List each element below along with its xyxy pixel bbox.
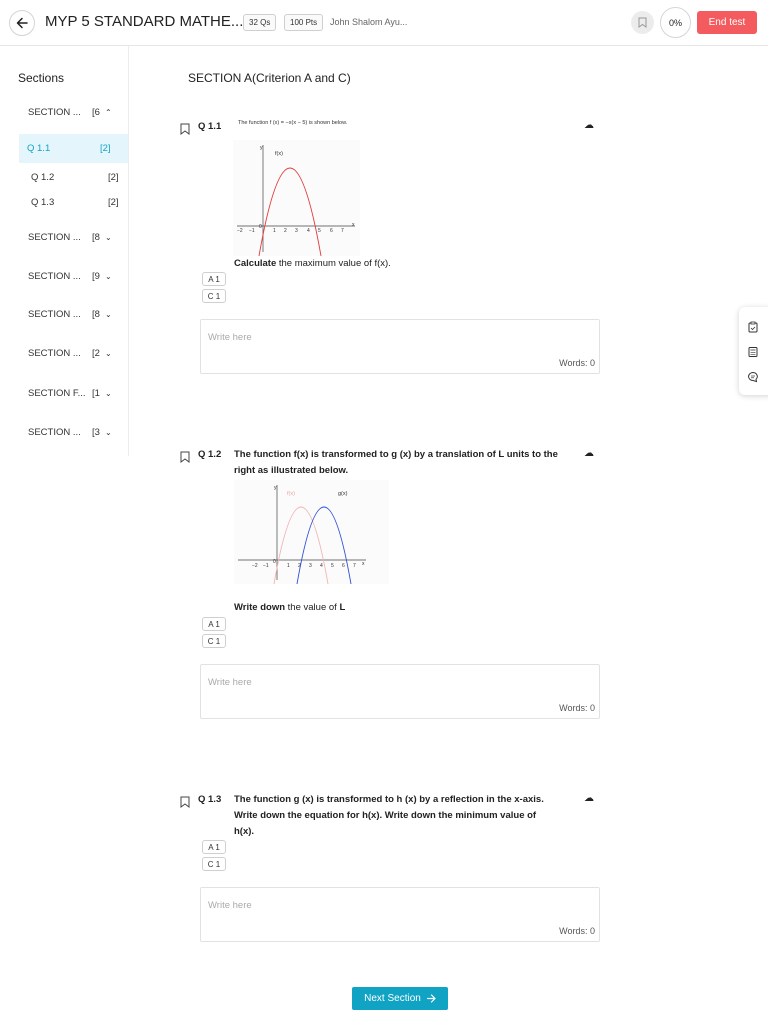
curve-label-gx: g(x) xyxy=(338,491,348,497)
tick-label: −1 xyxy=(249,228,255,234)
tick-label: 6 xyxy=(330,228,333,234)
axis-label-y: y xyxy=(274,485,277,491)
tick-label: 0 xyxy=(273,559,276,565)
bookmark-icon[interactable] xyxy=(180,796,190,808)
criterion-tag-c1: C 1 xyxy=(202,634,226,648)
tick-label: 5 xyxy=(318,228,321,234)
clipboard-icon[interactable] xyxy=(747,321,759,333)
section-title: SECTION A(Criterion A and C) xyxy=(188,71,351,85)
answer-placeholder: Write here xyxy=(208,677,252,688)
question-text-line2 xyxy=(234,808,536,824)
progress-indicator: 0% xyxy=(660,7,691,38)
question-marks: [2] xyxy=(100,143,111,154)
tick-label: 5 xyxy=(331,563,334,569)
question-number: Q 1.1 xyxy=(198,121,222,132)
top-bar xyxy=(0,0,768,46)
sidebar-section-2[interactable] xyxy=(28,232,112,243)
tick-label: 2 xyxy=(284,228,287,234)
tick-label: 0 xyxy=(259,224,262,230)
section-count: [9 xyxy=(92,271,100,282)
criterion-tag-c1: C 1 xyxy=(202,289,226,303)
tick-label: −2 xyxy=(252,563,258,569)
question-label: Q 1.1 xyxy=(27,143,51,154)
tick-label: 2 xyxy=(298,563,301,569)
prompt-keyword: Write down xyxy=(234,810,286,821)
chevron-down-icon: ⌄ xyxy=(105,428,112,437)
tick-label: −1 xyxy=(263,563,269,569)
section-label: SECTION F... xyxy=(28,388,86,399)
tick-label: 6 xyxy=(342,563,345,569)
sidebar-question-1-1[interactable] xyxy=(27,143,111,154)
answer-input-q1-1[interactable] xyxy=(200,319,600,374)
axis-label-x: x xyxy=(362,561,365,567)
prompt-text: the equation for h(x). Write down the minimum value of xyxy=(285,810,537,821)
points-badge: 100 Pts xyxy=(284,14,323,31)
answer-placeholder: Write here xyxy=(208,900,252,911)
sidebar-section-4[interactable] xyxy=(28,309,112,320)
question-prompt xyxy=(234,256,391,272)
prompt-text: the maximum value of f(x). xyxy=(276,258,391,269)
axis-label-y: y xyxy=(260,145,263,151)
graph-caption: The function f (x) = −x(x − 5) is shown below. xyxy=(238,120,348,126)
next-section-label: Next Section xyxy=(364,993,421,1004)
answer-placeholder: Write here xyxy=(208,332,252,343)
cloud-icon: ☁ xyxy=(584,793,594,804)
section-label: SECTION ... xyxy=(28,309,81,320)
tick-label: 4 xyxy=(320,563,323,569)
section-label: SECTION ... xyxy=(28,348,81,359)
tick-label: 1 xyxy=(273,228,276,234)
back-button[interactable] xyxy=(9,10,35,36)
section-count: [8 xyxy=(92,232,100,243)
section-count: [2 xyxy=(92,348,100,359)
sidebar-section-1[interactable] xyxy=(28,107,112,118)
section-label: SECTION ... xyxy=(28,107,81,118)
gx-graph xyxy=(234,480,389,584)
chevron-down-icon: ⌄ xyxy=(105,389,112,398)
prompt-keyword: Write down xyxy=(234,602,286,613)
prompt-keyword: Calculate xyxy=(234,258,277,269)
chevron-down-icon: ⌄ xyxy=(105,233,112,242)
question-text-line1: The function f(x) is transformed to g (x) by a translation of L units to the xyxy=(234,449,558,460)
word-count: Words: 0 xyxy=(559,358,595,368)
sidebar-section-5[interactable] xyxy=(28,348,112,359)
sidebar-section-6[interactable] xyxy=(28,388,112,399)
word-count: Words: 0 xyxy=(559,926,595,936)
criterion-tag-a1: A 1 xyxy=(202,272,226,286)
curve-label-fx: f(x) xyxy=(287,491,295,497)
question-text-line1: The function g (x) is transformed to h (x) by a reflection in the x-axis. xyxy=(234,794,544,805)
section-count: [8 xyxy=(92,309,100,320)
answer-input-q1-2[interactable] xyxy=(200,664,600,719)
cloud-icon: ☁ xyxy=(584,448,594,459)
question-count-badge: 32 Qs xyxy=(243,14,276,31)
question-number: Q 1.2 xyxy=(198,449,222,460)
question-label: Q 1.2 xyxy=(31,172,55,183)
section-count: [6 xyxy=(92,107,100,118)
chat-icon[interactable] xyxy=(747,371,759,383)
criterion-tag-c1: C 1 xyxy=(202,857,226,871)
curve-label-fx: f(x) xyxy=(275,151,283,157)
tick-label: −2 xyxy=(237,228,243,234)
question-marks: [2] xyxy=(108,172,119,183)
question-marks: [2] xyxy=(108,197,119,208)
prompt-text: the value of xyxy=(285,602,340,613)
question-prompt xyxy=(234,600,345,616)
arrow-left-icon xyxy=(16,17,28,29)
chevron-down-icon: ⌄ xyxy=(105,310,112,319)
fx-graph xyxy=(233,140,360,256)
tick-label: 7 xyxy=(353,563,356,569)
sidebar-question-1-2[interactable] xyxy=(31,172,119,183)
bookmark-icon[interactable] xyxy=(180,451,190,463)
sections-sidebar xyxy=(0,46,129,456)
answer-input-q1-3[interactable] xyxy=(200,887,600,942)
bookmark-button[interactable] xyxy=(631,11,654,34)
section-count: [3 xyxy=(92,427,100,438)
calculator-icon[interactable] xyxy=(747,346,759,358)
user-name: John Shalom Ayu... xyxy=(330,17,408,27)
end-test-button[interactable]: End test xyxy=(697,11,757,34)
bookmark-icon[interactable] xyxy=(180,123,190,135)
next-section-button[interactable] xyxy=(352,987,448,1010)
sections-heading: Sections xyxy=(18,71,65,85)
sidebar-section-3[interactable] xyxy=(28,271,112,282)
word-count: Words: 0 xyxy=(559,703,595,713)
sidebar-question-1-3[interactable] xyxy=(31,197,119,208)
tools-panel xyxy=(739,307,768,395)
cloud-icon: ☁ xyxy=(584,120,594,131)
axis-label-x: x xyxy=(352,222,355,228)
sidebar-section-7[interactable] xyxy=(28,427,112,438)
arrow-right-icon xyxy=(427,994,436,1003)
bookmark-icon xyxy=(638,17,647,28)
tick-label: 3 xyxy=(309,563,312,569)
section-count: [1 xyxy=(92,388,100,399)
question-number: Q 1.3 xyxy=(198,794,222,805)
prompt-variable: L xyxy=(339,602,346,613)
question-text-line2: right as illustrated below. xyxy=(234,465,349,476)
section-label: SECTION ... xyxy=(28,427,81,438)
tick-label: 3 xyxy=(295,228,298,234)
question-text-line3: h(x). xyxy=(234,826,255,837)
tick-label: 1 xyxy=(287,563,290,569)
chevron-down-icon: ⌄ xyxy=(105,349,112,358)
criterion-tag-a1: A 1 xyxy=(202,840,226,854)
test-title: MYP 5 STANDARD MATHE... xyxy=(45,13,244,30)
tick-label: 4 xyxy=(307,228,310,234)
section-label: SECTION ... xyxy=(28,232,81,243)
question-label: Q 1.3 xyxy=(31,197,55,208)
chevron-up-icon: ⌃ xyxy=(105,108,112,117)
section-label: SECTION ... xyxy=(28,271,81,282)
tick-label: 7 xyxy=(341,228,344,234)
chevron-down-icon: ⌄ xyxy=(105,272,112,281)
criterion-tag-a1: A 1 xyxy=(202,617,226,631)
